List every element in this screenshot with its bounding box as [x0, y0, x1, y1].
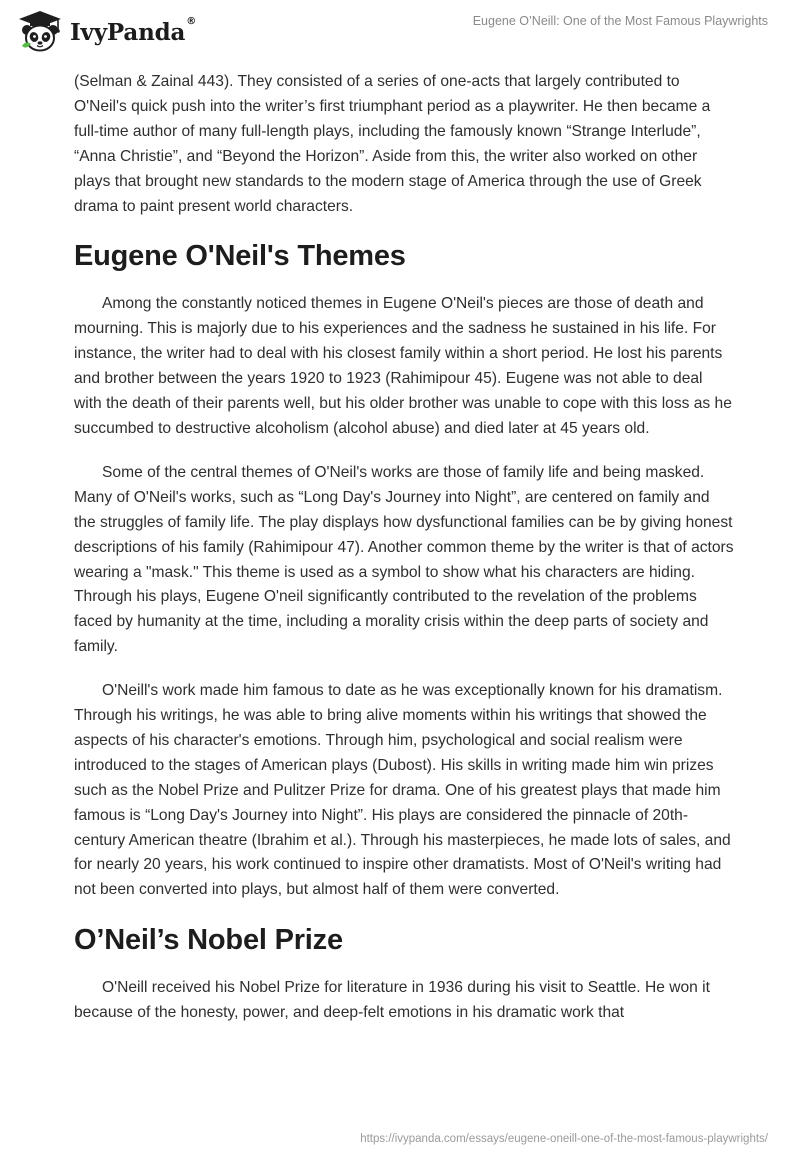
ivypanda-logo[interactable]	[16, 8, 196, 56]
paragraph: O'Neill received his Nobel Prize for literature in 1936 during his visit to Seattle. He won it because of the honesty, power, and deep-felt emotions in his dramatic work that	[74, 979, 710, 1022]
page-header	[0, 0, 800, 64]
source-url[interactable]: https://ivypanda.com/essays/eugene-oneill-one-of-the-most-famous-playwrights/	[360, 1133, 768, 1145]
logo-text: IvyPanda	[70, 18, 186, 46]
document-title: Eugene O’Neill: One of the Most Famous Playwrights	[472, 14, 768, 28]
registered-mark: ®	[186, 15, 196, 27]
paragraph: O'Neill's work made him famous to date as he was exceptionally known for his dramatism. Through his writings, he was able to bring alive moments within his writings that showed the aspects of his character's emotions. Through him, psychological and social realism were introduced to the stages of American plays (Dubost). His skills in writing made him win prizes such as the Nobel Prize and Pulitzer Prize for drama. One of his greatest plays that made him famous is “Long Day's Journey into Night”. His plays are considered the pinnacle of 20th-century American theatre (Ibrahim et al.). Through his masterpieces, he made lots of sales, and for nearly 20 years, his work continued to inspire other dramatists. Most of O'Neil's writing had not been converted into plays, but almost half of them were converted.	[74, 682, 731, 899]
paragraph: Among the constantly noticed themes in Eugene O'Neil's pieces are those of death and mourning. This is majorly due to his experiences and the sadness he sustained in his life. For instance, the writer had to deal with his closest family within a short period. He lost his parents and brother between the years 1920 to 1923 (Rahimipour 45). Eugene was not able to deal with the death of their parents well, but his older brother was unable to cope with this loss as he succumbed to destructive alcoholism (alcohol abuse) and died later at 45 years old.	[74, 295, 732, 437]
logo-wordmark	[70, 15, 196, 46]
section-heading-themes: Eugene O'Neil's Themes	[74, 240, 406, 273]
essay-body	[74, 70, 734, 1045]
intro-paragraph: (Selman & Zainal 443). They consisted of a series of one-acts that largely contributed to O'Neil's quick push into the writer’s first triumphant period as a playwriter. He then became a full-time author of many full-length plays, including the famously known “Strange Interlude”, “Anna Christie”, and “Beyond the Horizon”. Aside from this, the writer also worked on other plays that brought new standards to the modern stage of America through the use of Greek drama to paint present world characters.	[74, 73, 711, 215]
panda-graduation-cap-icon	[16, 8, 64, 56]
paragraph: Some of the central themes of O'Neil's works are those of family life and being masked. Many of O'Neil's works, such as “Long Day's Journey into Night”, are centered on family and the struggles of family life. The play displays how dysfunctional families can be by giving honest descriptions of his family (Rahimipour 47). Another common theme by the writer is that of actors wearing a "mask." This theme is used as a symbol to show what his characters are hiding. Through his plays, Eugene O'neil significantly contributed to the revelation of the problems faced by humanity at the time, including a morality crisis within the deep parts of society and family.	[74, 463, 734, 656]
section-heading-nobel-prize: O’Neil’s Nobel Prize	[74, 924, 343, 957]
